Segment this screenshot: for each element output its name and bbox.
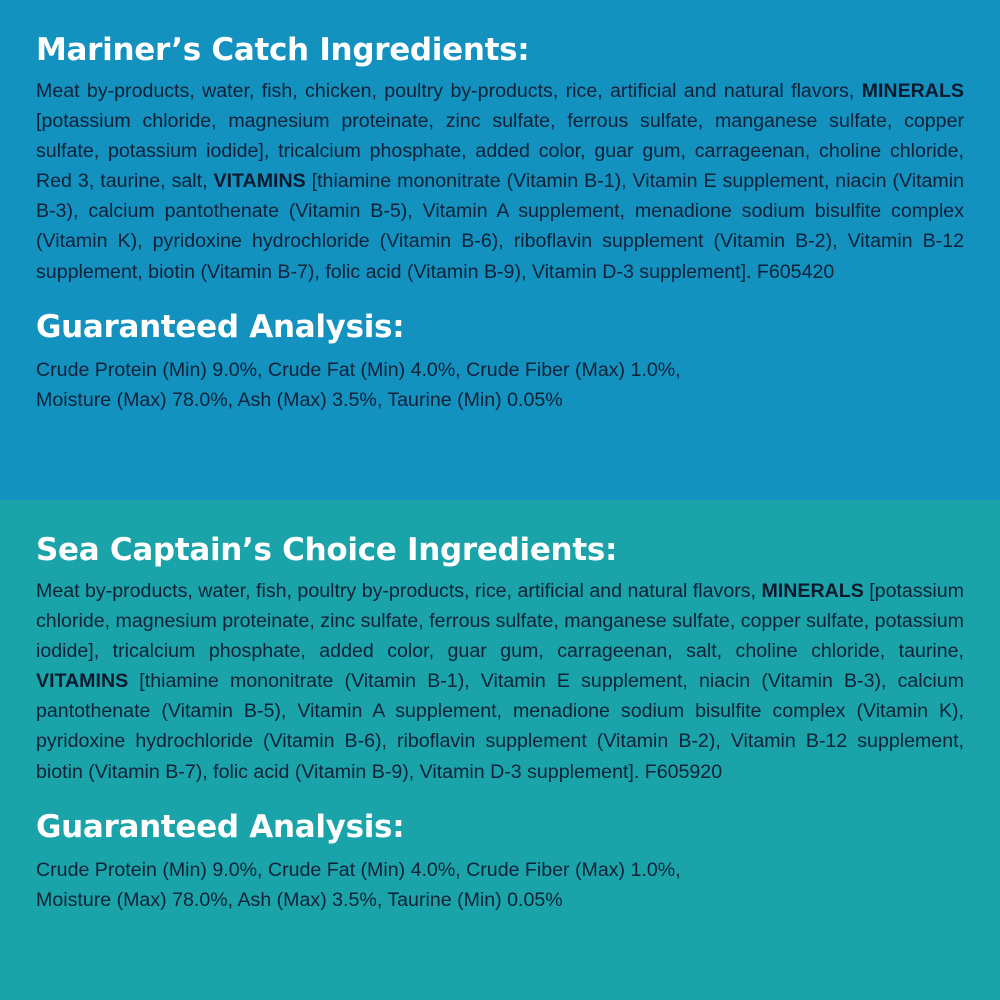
ingredients-heading: Mariner’s Catch Ingredients: (36, 32, 530, 68)
analysis-line-1: Crude Protein (Min) 9.0%, Crude Fat (Min) 4.0%, Crude Fiber (Max) 1.0%, (36, 858, 681, 881)
minerals-label: MINERALS (861, 80, 964, 102)
ingredients-text-part-1: Meat by-products, water, fish, chicken, poultry by-products, rice, artificial and natural flavors, (36, 80, 862, 102)
sea-captains-choice-panel (0, 500, 1000, 1000)
ingredients-text-part-1: Meat by-products, water, fish, poultry by-products, rice, artificial and natural flavors, (36, 580, 762, 602)
ingredients-heading: Sea Captain’s Choice Ingredients: (36, 532, 618, 568)
analysis-line-1: Crude Protein (Min) 9.0%, Crude Fat (Min) 4.0%, Crude Fiber (Max) 1.0%, (36, 358, 681, 381)
ingredients-text (36, 76, 964, 287)
ingredients-text-part-2: [potassium chloride, magnesium proteinate, zinc sulfate, ferrous sulfate, manganese sulfate, copper sulfate, potassium iodide], tricalcium phosphate, added color, guar gum, carrageenan, choline chloride, Red 3, taurine, salt, (36, 110, 964, 193)
analysis-line-2: Moisture (Max) 78.0%, Ash (Max) 3.5%, Taurine (Min) 0.05% (36, 888, 563, 911)
vitamins-label: VITAMINS (36, 670, 129, 693)
vitamins-label: VITAMINS (213, 170, 306, 193)
analysis-line-2: Moisture (Max) 78.0%, Ash (Max) 3.5%, Taurine (Min) 0.05% (36, 388, 563, 411)
ingredients-text-part-3: [thiamine mononitrate (Vitamin B-1), Vitamin E supplement, niacin (Vitamin B-3), calcium pantothenate (Vitamin B-5), Vitamin A supplement, menadione sodium bisulfite complex (Vitamin K), pyridoxine hydrochloride (Vitamin B-6), riboflavin supplement (Vitamin B-2), Vitamin B-12 supplement, biotin (Vitamin B-7), folic acid (Vitamin B-9), Vitamin D-3 supplement]. F605920 (36, 670, 964, 783)
analysis-heading: Guaranteed Analysis: (36, 808, 405, 845)
minerals-label: MINERALS (761, 580, 864, 602)
ingredients-text-part-3: [thiamine mononitrate (Vitamin B-1), Vitamin E supplement, niacin (Vitamin B-3), calcium pantothenate (Vitamin B-5), Vitamin A supplement, menadione sodium bisulfite complex (Vitamin K), pyridoxine hydrochloride (Vitamin B-6), riboflavin supplement (Vitamin B-2), Vitamin B-12 supplement, biotin (Vitamin B-7), folic acid (Vitamin B-9), Vitamin D-3 supplement]. F605420 (36, 170, 964, 283)
analysis-heading: Guaranteed Analysis: (36, 308, 405, 345)
ingredients-text-part-2: [potassium chloride, magnesium proteinate, zinc sulfate, ferrous sulfate, manganese sulfate, copper sulfate, potassium iodide], tricalcium phosphate, added color, guar gum, carrageenan, salt, choline chloride, taurine, (36, 580, 964, 663)
analysis-text (36, 855, 964, 915)
analysis-text (36, 355, 964, 415)
ingredients-text (36, 576, 964, 787)
